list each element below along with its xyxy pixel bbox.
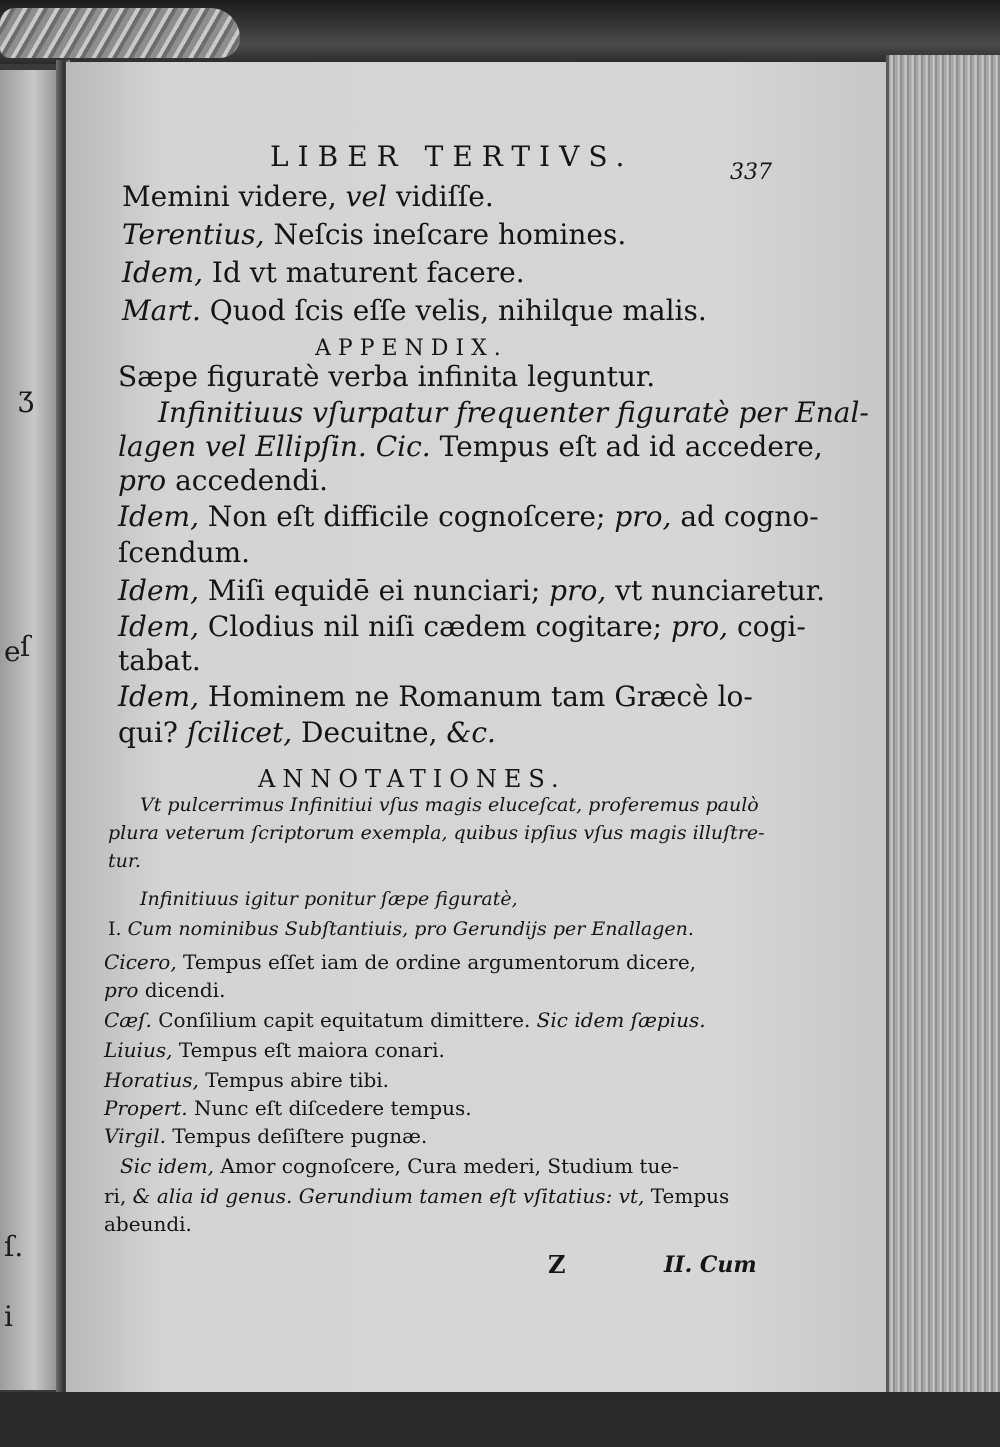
text-line — [104, 1122, 427, 1150]
italic-run: Virgil. — [104, 1124, 167, 1148]
roman-run: Clodius nil niſi cædem cogitare; — [199, 610, 671, 643]
roman-run: Tempus eſt maiora conari. — [172, 1038, 445, 1062]
text-line — [118, 536, 250, 570]
roman-run: ſcendum. — [118, 536, 251, 569]
binding-cord — [0, 8, 240, 58]
text-line — [122, 294, 707, 328]
left-mark: ſ. — [4, 1230, 24, 1263]
text-line — [104, 948, 696, 976]
italic-run: Vt pulcerrimus Infinitiui vſus magis eluceſcat, proferemus paulò — [140, 794, 759, 816]
text-line — [140, 792, 759, 818]
text-line — [104, 1006, 706, 1034]
text-line — [118, 680, 753, 714]
italic-run: Cæſ. — [104, 1008, 152, 1032]
italic-run: &c. — [446, 716, 496, 749]
text-line — [118, 500, 819, 534]
roman-run: ANNOTATIONES. — [258, 765, 566, 793]
roman-run: Conſilium capit equitatum dimittere. — [151, 1008, 537, 1032]
roman-run: Non eſt difficile cognoſcere; — [199, 500, 615, 533]
italic-run: Liuius, — [104, 1038, 173, 1062]
roman-run: ad cogno- — [671, 500, 819, 533]
roman-run: Nunc eſt diſcedere tempus. — [187, 1096, 472, 1120]
italic-run: Mart. — [122, 294, 201, 327]
roman-run: Tempus eſt ad id accedere, — [430, 430, 823, 463]
italic-run: pro, — [614, 500, 672, 533]
text-line — [104, 1182, 729, 1210]
roman-run: Tempus deſiſtere pugnæ. — [166, 1124, 428, 1148]
roman-run: Memini videre, — [122, 180, 346, 213]
page-block-edges — [886, 55, 1000, 1400]
italic-run: Idem, — [118, 574, 200, 607]
roman-run: ri, — [104, 1184, 133, 1208]
roman-run: Neſcis ineſcare homines. — [264, 218, 627, 251]
italic-run: Infinitiuus igitur ponitur ſæpe figuratè, — [140, 888, 518, 910]
text-line — [104, 976, 225, 1004]
roman-run: accedendi. — [166, 464, 329, 497]
text-line — [118, 360, 655, 394]
roman-run: vidiſſe. — [387, 180, 494, 213]
signature-mark: Z — [548, 1250, 566, 1279]
roman-run: Quod ſcis eſſe velis, nihilque malis. — [200, 294, 707, 327]
section-heading — [258, 762, 566, 796]
text-line — [120, 1152, 679, 1180]
text-line — [108, 916, 694, 942]
catchword: II. Cum — [664, 1252, 757, 1278]
italic-run: Propert. — [104, 1096, 188, 1120]
italic-run: Cicero, — [104, 950, 177, 974]
italic-run: & alia id genus. Gerundium tamen eſt vſitatius: vt, — [132, 1184, 645, 1208]
text-line — [104, 1066, 389, 1094]
italic-run: Idem, — [118, 500, 200, 533]
text-line — [108, 848, 141, 874]
roman-run: Hominem ne Romanum tam Græcè lo- — [199, 680, 753, 713]
italic-run: pro — [118, 464, 167, 497]
italic-run: Infinitiuus vſurpatur frequenter figuratè per Enal- — [158, 396, 869, 429]
text-line — [122, 180, 494, 214]
text-line — [118, 464, 328, 498]
italic-run: Sic idem ſæpius. — [536, 1008, 706, 1032]
roman-run: Tempus abire tibi. — [198, 1068, 390, 1092]
roman-run: Sæpe figuratè verba infinita leguntur. — [118, 360, 656, 393]
left-mark: ſ — [20, 630, 31, 663]
italic-run: tur. — [108, 850, 141, 872]
italic-run: pro, — [670, 610, 729, 643]
text-line — [122, 218, 626, 252]
text-line — [118, 644, 201, 678]
italic-run: Idem, — [118, 680, 200, 713]
roman-run: vt nunciaretur. — [606, 574, 825, 607]
italic-run: Idem, — [118, 610, 200, 643]
italic-run: Sic idem, — [120, 1154, 215, 1178]
italic-run: Idem, — [122, 256, 204, 289]
roman-run: Amor cognoſcere, Cura mederi, Studium tue- — [214, 1154, 679, 1178]
text-line — [118, 430, 823, 464]
text-line — [122, 256, 525, 290]
text-line — [158, 396, 869, 430]
italic-run: Cum nominibus Subſtantiuis, pro Gerundijs per Enallagen. — [127, 918, 694, 940]
roman-run: dicendi. — [138, 978, 226, 1002]
roman-run: abeundi. — [104, 1212, 192, 1236]
italic-run: lagen vel Ellipſin. Cic. — [118, 430, 431, 463]
left-mark: i — [4, 1300, 13, 1333]
roman-run: APPENDIX. — [315, 336, 508, 361]
text-line — [140, 886, 518, 912]
text-line — [118, 716, 496, 750]
text-line — [104, 1094, 472, 1122]
roman-run: qui? — [118, 716, 187, 749]
text-line — [104, 1036, 445, 1064]
left-mark: ʒ — [18, 380, 34, 413]
text-line — [118, 574, 825, 608]
roman-run: I. — [108, 918, 128, 940]
italic-run: ſcilicet, — [186, 716, 293, 749]
roman-run: cogi- — [728, 610, 806, 643]
italic-run: vel — [345, 180, 388, 213]
italic-run: plura veterum ſcriptorum exempla, quibus ipſius vſus magis illuſtre- — [108, 822, 765, 844]
text-line — [118, 610, 806, 644]
text-line — [104, 1210, 192, 1238]
bottom-shadow — [0, 1392, 1000, 1447]
roman-run: Id vt maturent facere. — [203, 256, 525, 289]
italic-run: pro — [104, 978, 139, 1002]
roman-run: Tempus — [644, 1184, 730, 1208]
roman-run: Miſi equidē ei nunciari; — [199, 574, 550, 607]
roman-run: Tempus eſſet iam de ordine argumentorum dicere, — [176, 950, 697, 974]
left-mark: e — [4, 635, 21, 668]
text-line — [108, 820, 765, 846]
italic-run: Terentius, — [122, 218, 265, 251]
left-page-edge — [0, 70, 62, 1390]
roman-run: Decuitne, — [292, 716, 447, 749]
roman-run: tabat. — [118, 644, 201, 677]
italic-run: pro, — [549, 574, 607, 607]
page-number: 337 — [730, 160, 772, 185]
italic-run: Horatius, — [104, 1068, 199, 1092]
running-head: LIBER TERTIVS. — [270, 140, 634, 173]
